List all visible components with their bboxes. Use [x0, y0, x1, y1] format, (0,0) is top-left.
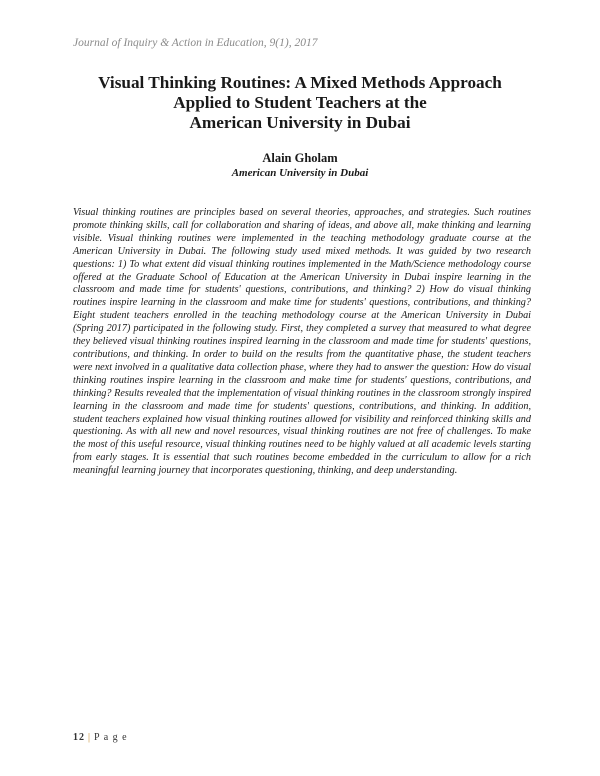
abstract: Visual thinking routines are principles based on several theories, approaches, and strategies. Such routines promote thinking skills, call for collaboration and sharing of ideas, and above all, make thinking and learning visible. Visual thinking routines were implemented in the teaching methodology graduate course at the American University in Dubai. The following study used mixed methods. It was guided by two research questions: 1) To what extent did visual thinking routines implemented in the Math/Science methodology course offered at the Graduate School of Education at the American University in Dubai inspire learning in the classroom and made time for students' questions, contributions, and thinking? 2) How do visual thinking routines inspire learning in the classroom and make time for students' questions, contributions, and thinking? Eight student teachers enrolled in the teaching methodology course at the American University in Dubai (Spring 2017) participated in the following study. First, they completed a survey that measured to what degree they believed visual thinking routines inspired learning in the classroom and made time for students' questions, contributions, and thinking. In order to build on the results from the quantitative phase, the student teachers were next involved in a qualitative data collection phase, where they had to answer the question: How do visual thinking routines inspire learning in the classroom and make time for students' questions, contributions, and thinking? Results revealed that the implementation of visual thinking routines in the classroom strongly inspired learning in the classroom and made time for students' questions, contributions, and thinking. In addition, student teachers explained how visual thinking routines allowed for visibility and reinforced thinking skills and questioning. As with all new and novel resources, visual thinking routines are not free of challenges. To make the most of this useful resource, visual thinking routines need to be highly valued at all academic levels starting from early stages. It is essential that such routines become embedded in the curriculum to allow for a rich meaningful learning journey that incorporates questioning, thinking, and deep understanding.	[73, 207, 531, 477]
page-label: P a g e	[94, 732, 128, 743]
author-affiliation: American University in Dubai	[231, 167, 369, 179]
author-block	[0, 151, 600, 180]
title-line: American University in Dubai	[189, 113, 411, 132]
page-number: 12	[73, 732, 85, 743]
author-name: Alain Gholam	[262, 151, 338, 165]
page-footer	[73, 732, 128, 743]
footer-separator: |	[88, 732, 92, 743]
journal-header: Journal of Inquiry & Action in Education, 9(1), 2017	[73, 37, 318, 49]
title-line: Applied to Student Teachers at the	[173, 93, 427, 112]
title-line: Visual Thinking Routines: A Mixed Methods Approach	[98, 73, 502, 92]
article-title	[0, 73, 600, 133]
